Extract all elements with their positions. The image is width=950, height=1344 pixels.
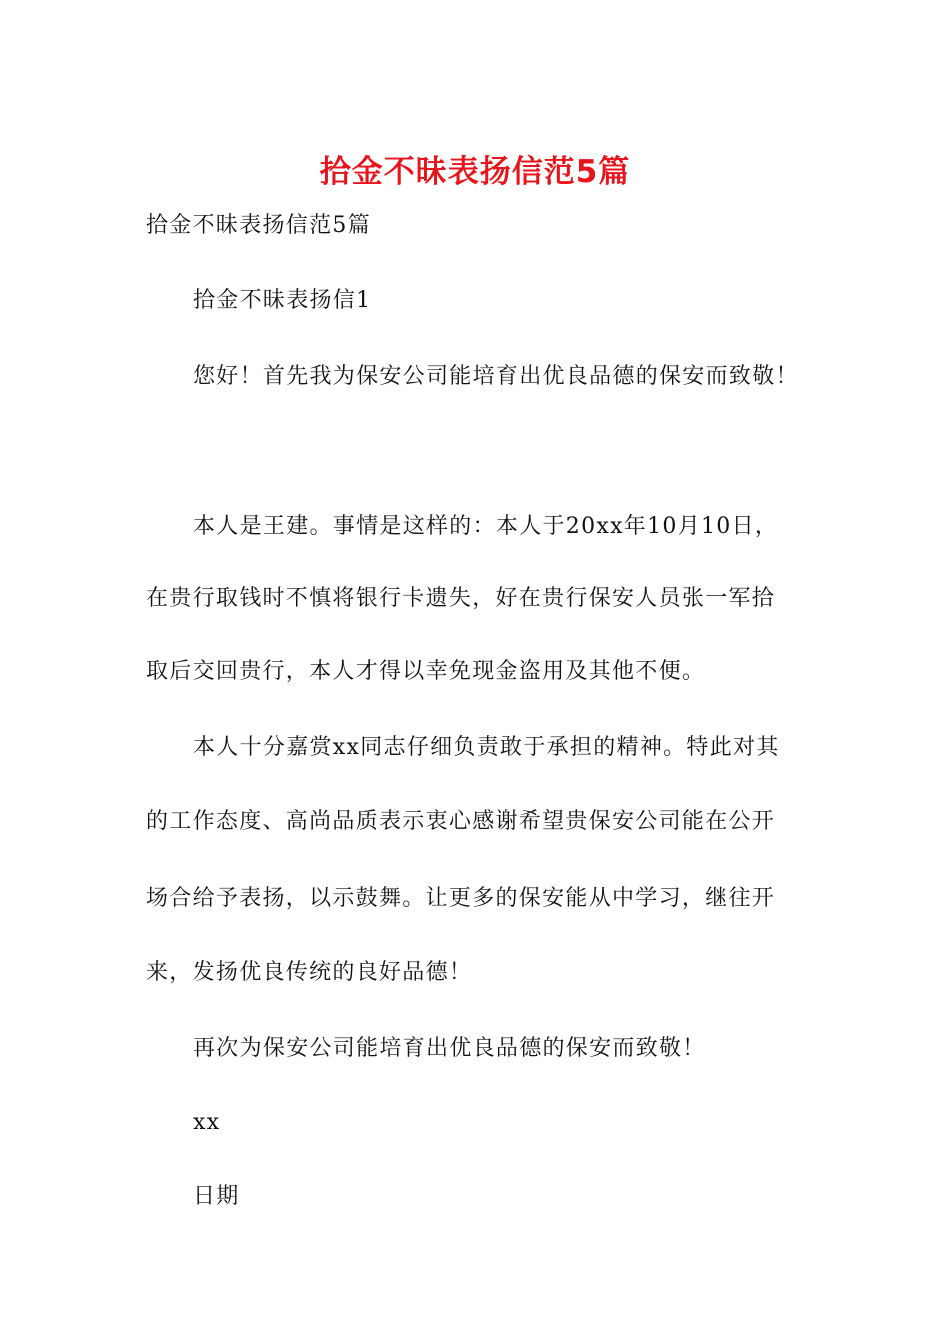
document-title: 拾金不昧表扬信范5篇	[319, 154, 631, 190]
signature-name: xx	[193, 1110, 221, 1135]
body-paragraph-2-line-3: 场合给予表扬，以示鼓舞。让更多的保安能从中学习，继往开	[146, 886, 776, 911]
body-paragraph-1-line-2: 在贵行取钱时不慎将银行卡遗失，好在贵行保安人员张一军拾	[146, 586, 776, 611]
body-paragraph-2-line-2: 的工作态度、高尚品质表示衷心感谢希望贵保安公司能在公开	[146, 809, 776, 834]
body-paragraph-1-line-3: 取后交回贵行，本人才得以幸免现金盗用及其他不便。	[146, 659, 706, 684]
body-paragraph-1-line-1: 本人是王建。事情是这样的：本人于20xx年10月10日，	[193, 514, 779, 539]
body-paragraph-2-line-1: 本人十分嘉赏xx同志仔细负责敢于承担的精神。特此对其	[193, 735, 780, 760]
signature-date: 日期	[193, 1184, 240, 1209]
body-paragraph-2-line-4: 来，发扬优良传统的良好品德！	[146, 960, 473, 985]
letter-heading: 拾金不昧表扬信1	[193, 288, 372, 313]
subtitle-line: 拾金不昧表扬信范5篇	[146, 213, 371, 238]
greeting-paragraph: 您好！首先我为保安公司能培育出优良品德的保安而致敬！	[193, 364, 799, 389]
closing-paragraph: 再次为保安公司能培育出优良品德的保安而致敬！	[193, 1036, 706, 1061]
